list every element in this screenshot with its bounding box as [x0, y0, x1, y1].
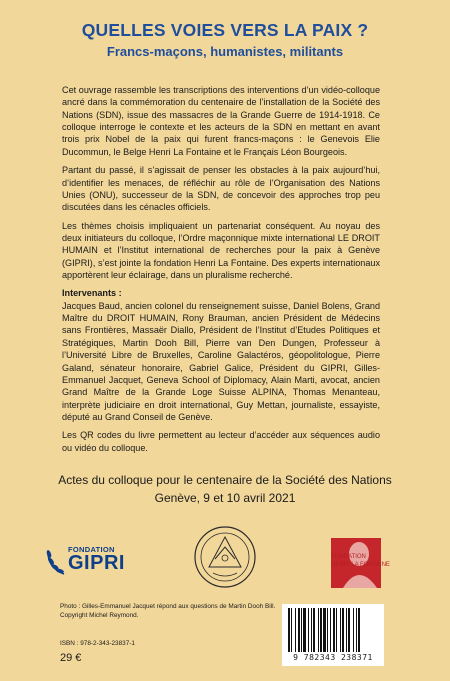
book-subtitle: Francs-maçons, humanistes, militants [106, 44, 344, 59]
gipri-logo [44, 542, 126, 578]
barcode-bars [288, 608, 378, 652]
gipri-name: GIPRI [68, 552, 125, 574]
droit-humain-seal [193, 525, 257, 589]
laurel-icon [44, 542, 68, 578]
intervenants-heading: Intervenants : [62, 288, 122, 299]
portrait-icon [331, 532, 381, 588]
price: 29 € [60, 652, 82, 664]
back-cover-text [62, 84, 380, 460]
isbn: ISBN : 978-2-343-23837-1 [60, 640, 135, 647]
paragraph-2: Partant du passé, il s’agissait de penser les obstacles à la paix aujourd’hui, d’identifier les menaces, de réfléchir au rôle de l’Organisation des Nations Unies (ONU), successeur de la SDN, de concevoir des approches trop peu discutées dans les cénacles officiels. [62, 165, 380, 213]
fontaine-label-2: HENRI LA FONTAINE [331, 562, 390, 568]
gipri-small-label: FONDATION [68, 545, 115, 554]
qr-note: Les QR codes du livre permettent au lecteur d’accéder aux séquences audio ou vidéo du colloque. [62, 430, 380, 453]
fontaine-label-1: FONDATION [331, 554, 366, 560]
paragraph-1: Cet ouvrage rassemble les transcriptions des interventions d’un vidéo-colloque ancré dans la commémoration du centenaire de l’installation de la Société des Nations (SDN), issue des massacres de la Grande Guerre de 1914-1918. Ce colloque interroge le contexte et les acteurs de la SDN en mettant en avant trois prix Nobel de la paix qui furent francs-maçons : le Genevois Elie Ducommun, le Belge Henri La Fontaine et le Français Léon Bourgeois. [62, 85, 380, 157]
intervenants-list: Jacques Baud, ancien colonel du renseignement suisse, Daniel Bolens, Grand Maître du DROIT HUMAIN, Rony Brauman, ancien Président de Médecins sans Frontières, Massaër Diallo, Président de l’Institut d’Etudes Politiques et Stratégiques, Martin Dooh Bill, Pierre van Den Dungen, Professeur à l’Université Libre de Bruxelles, Caroline Galactéros, géopolitologue, Pierre Galand, sénateur honoraire, Gabriel Galice, Président du GIPRI, Gilles-Emmanuel Jacquet, Geneva School of Diplomacy, Alain Marti, avocat, ancien Grand Maître de la Grande Loge Suisse ALPINA, Thomas Menanteau, interprète judiciaire en droit international, Guy Mettan, journaliste, essayiste, député au Grand Conseil de Genève. [62, 300, 380, 422]
actes-line-1: Actes du colloque pour le centenaire de la Société des Nations [58, 473, 392, 487]
fontaine-logo [331, 532, 390, 588]
barcode-number: 9 782343 238371 [293, 653, 373, 662]
book-title: QUELLES VOIES VERS LA PAIX ? [81, 20, 369, 40]
masonic-seal-icon [193, 525, 257, 589]
barcode [282, 604, 384, 666]
actes-line-2: Genève, 9 et 10 avril 2021 [154, 491, 296, 505]
photo-credit: Photo : Gilles-Emmanuel Jacquet répond aux questions de Martin Dooh Bill. Copyright Michel Reymond. [60, 603, 276, 619]
paragraph-3: Les thèmes choisis impliquaient un partenariat conséquent. Au noyau des deux initiateurs du colloque, l’Ordre maçonnique mixte international LE DROIT HUMAIN et l’Institut international de recherches pour la paix à Genève (GIPRI), s’est jointe la fondation Henri La Fontaine. Des experts internationaux apportèrent leur éclairage, dans un pluralisme recherché. [62, 220, 380, 281]
